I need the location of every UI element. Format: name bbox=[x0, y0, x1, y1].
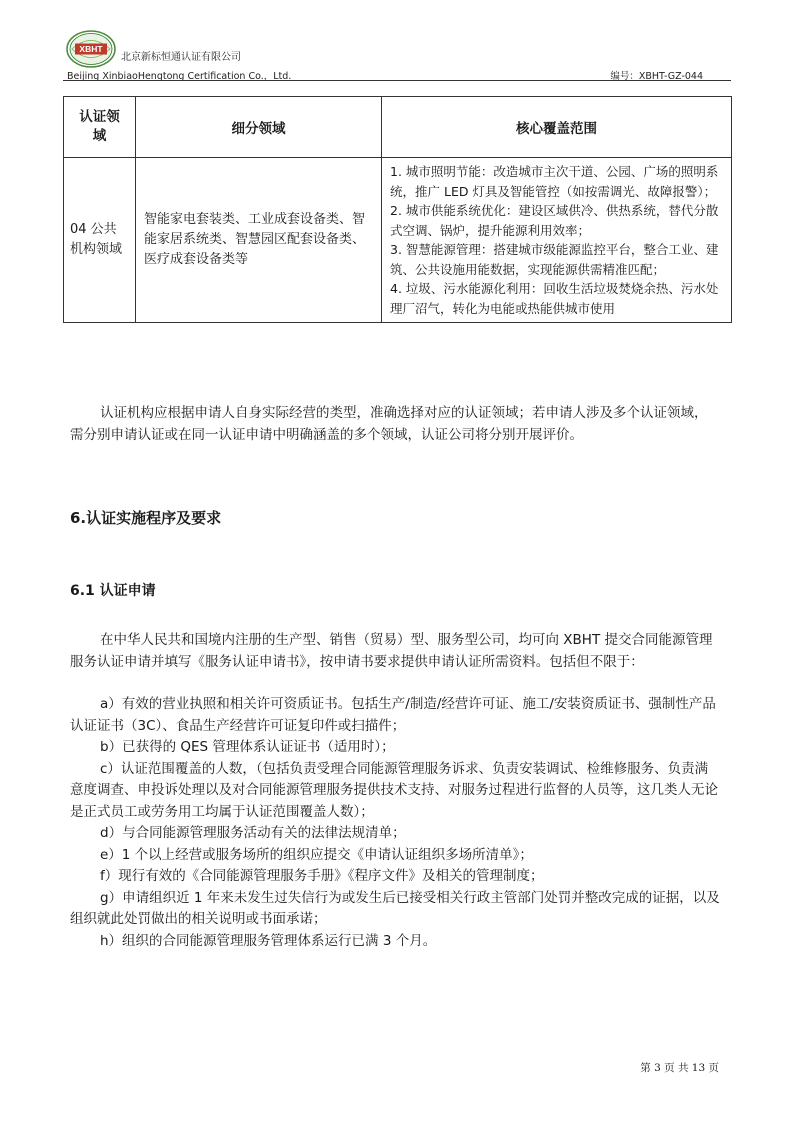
list-item: a）有效的营业执照和相关许可资质证书。包括生产/制造/经营许可证、施工/安装资质证书、强制性产品认证证书（3C）、食品生产经营许可证复印件或扫描件； bbox=[70, 696, 716, 734]
page-number: 第 3 页 共 13 页 bbox=[640, 1062, 719, 1074]
list-item: f）现行有效的《合同能源管理服务手册》《程序文件》及相关的管理制度； bbox=[100, 868, 544, 884]
table-header-cell: 认证领域 bbox=[64, 97, 136, 158]
table-header-row bbox=[64, 97, 732, 158]
list-item: g）申请组织近 1 年来未发生过失信行为或发生后已接受相关行政主管部门处罚并整改完成的证据，以及组织就此处罚做出的相关说明或书面承诺； bbox=[70, 889, 720, 927]
company-name-cn: 北京新标恒通认证有限公司 bbox=[121, 52, 241, 63]
table-row bbox=[64, 158, 732, 323]
scope-item: 4. 垃圾、污水能源化利用：回收生活垃圾焚烧余热、污水处理厂沼气，转化为电能或热能供城市使用 bbox=[390, 281, 719, 316]
company-logo-icon bbox=[66, 30, 116, 68]
scope-item: 1. 城市照明节能：改造城市主次干道、公园、广场的照明系统，推广 LED 灯具及智能管控（如按需调光、故障报警）； bbox=[390, 164, 719, 199]
table-header-cell: 细分领域 bbox=[136, 97, 382, 158]
scope-item: 2. 城市供能系统优化：建设区域供冷、供热系统，替代分散式空调、锅炉，提升能源利用效率； bbox=[390, 203, 719, 238]
logo-text: XBHT bbox=[79, 44, 103, 54]
document-number: 编号：XBHT-GZ-044 bbox=[610, 71, 703, 82]
list-item: e）1 个以上经营或服务场所的组织应提交《申请认证组织多场所清单》； bbox=[100, 846, 533, 863]
list-item: h）组织的合同能源管理服务管理体系运行已满 3 个月。 bbox=[100, 932, 437, 949]
required-documents-list bbox=[70, 694, 720, 952]
scope-item: 3. 智慧能源管理：搭建城市级能源监控平台，整合工业、建筑、公共设施用能数据，实现能源供需精准匹配； bbox=[390, 242, 719, 277]
subsection-title: 6.1 认证申请 bbox=[70, 583, 156, 599]
certification-field-table bbox=[63, 96, 732, 323]
table-header-cell: 核心覆盖范围 bbox=[382, 97, 732, 158]
list-item: c）认证范围覆盖的人数，（包括负责受理合同能源管理服务诉求、负责安装调试、检维修服务、负责满意度调查、申投诉处理以及对合同能源管理服务提供技术支持、对服务过程进行监督的人员等，这几类人无论是正式员工或劳务用工均属于认证范围覆盖人数）； bbox=[70, 760, 718, 820]
header-divider bbox=[63, 80, 731, 81]
section-title: 6.认证实施程序及要求 bbox=[70, 509, 222, 527]
list-item: d）与合同能源管理服务活动有关的法律法规清单； bbox=[100, 825, 406, 841]
table-cell-scope bbox=[382, 158, 732, 323]
table-cell-subfield: 智能家电套装类、工业成套设备类、智能家居系统类、智慧园区配套设备类、医疗成套设备类等 bbox=[136, 158, 382, 323]
paragraph-field-selection: 认证机构应根据申请人自身实际经营的类型，准确选择对应的认证领域；若申请人涉及多个认证领域，需分别申请认证或在同一认证申请中明确涵盖的多个领域，认证公司将分别开展评价。 bbox=[70, 405, 708, 443]
list-item: b）已获得的 QES 管理体系认证证书（适用时）； bbox=[100, 739, 395, 755]
page-header bbox=[63, 28, 731, 82]
company-name-en: Beijing XinbiaoHengtong Certification Co.，Ltd. bbox=[67, 71, 292, 82]
paragraph-application-intro: 在中华人民共和国境内注册的生产型、销售（贸易）型、服务型公司，均可向 XBHT 提交合同能源管理服务认证申请并填写《服务认证申请书》，按申请书要求提供申请认证所需资料。包括但不限于： bbox=[70, 632, 713, 670]
table-cell-field: 04 公共机构领域 bbox=[64, 158, 136, 323]
